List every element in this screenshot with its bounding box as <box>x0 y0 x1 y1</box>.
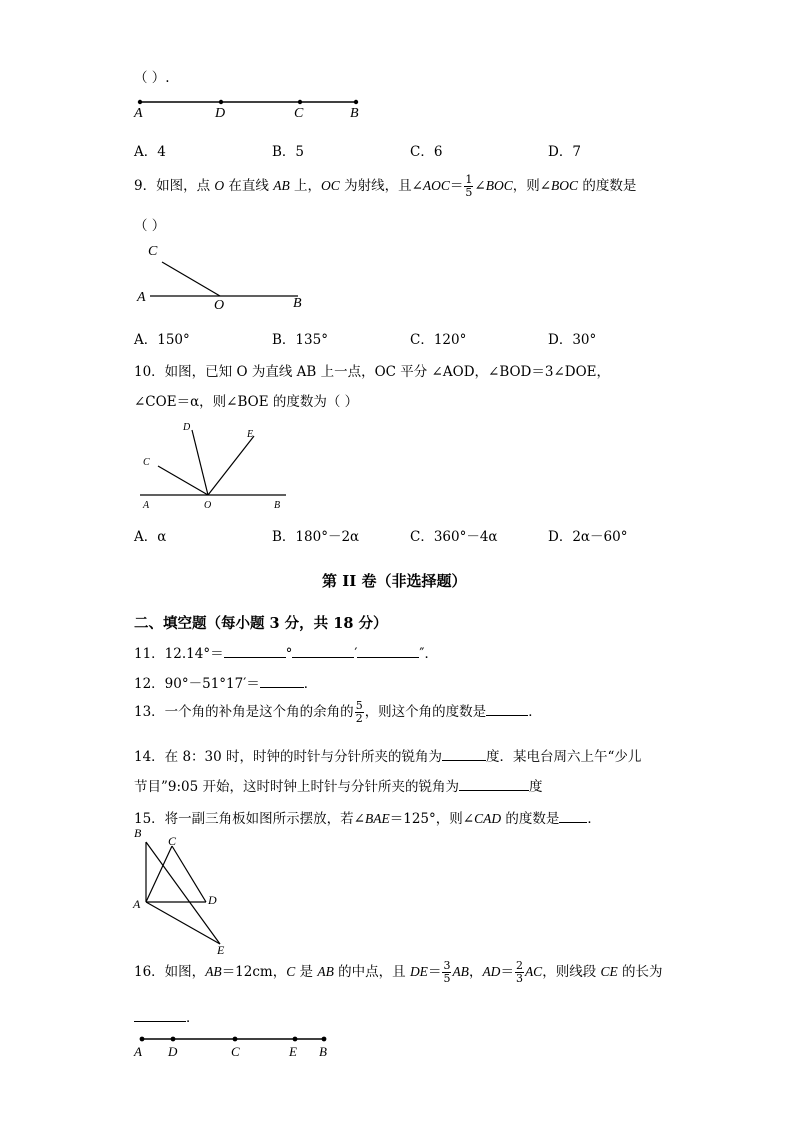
q15-stem: 15．将一副三角板如图所示摆放，若∠BAE＝125°，则∠CAD 的度数是 ． <box>134 811 601 827</box>
q15-triangle-figure <box>138 830 248 960</box>
q10-angle-figure <box>136 420 306 510</box>
q8-option-a: A．4 <box>134 144 166 160</box>
q10-stem-line2: ∠COE＝α，则∠BOE 的度数为（ ） <box>134 394 359 410</box>
point-b <box>322 1037 327 1042</box>
q10-option-a: A．α <box>134 529 167 545</box>
q8-option-c: C．6 <box>410 144 443 160</box>
ray-oc <box>162 262 220 296</box>
q8-option-b: B．5 <box>272 144 305 160</box>
side-ae <box>146 902 220 944</box>
q10-label-e: E <box>247 429 254 440</box>
q16-fraction-2: $\frac{2}{3}$ <box>515 959 523 985</box>
ray-od <box>192 430 208 495</box>
q8-label-a: A <box>134 106 143 121</box>
q16-fraction-1: $\frac{3}{5}$ <box>443 959 451 985</box>
q16-label-a: A <box>134 1044 142 1059</box>
q16-label-d: D <box>168 1044 178 1059</box>
q15-label-c: C <box>168 834 177 848</box>
point-a <box>140 1037 145 1042</box>
q9-label-o: O <box>214 298 225 313</box>
q9-label-c: C <box>148 244 158 259</box>
q12-blank[interactable] <box>260 675 304 688</box>
ray-oc <box>158 466 208 495</box>
q10-label-c: C <box>143 457 150 468</box>
q11-blank-seconds[interactable] <box>357 645 419 658</box>
q10-label-d: D <box>183 422 191 433</box>
q16-answer-line: ． <box>134 1006 200 1026</box>
q16-blank[interactable] <box>134 1009 186 1022</box>
q11: 11．12.14°＝ ° ′ ″． <box>134 646 438 662</box>
q10-option-d: D．2α－60° <box>548 529 628 545</box>
q14-line2: 节目”9:05 开始，这时时钟上时针与分针所夹的锐角为 度 <box>134 779 543 795</box>
q15-label-e: E <box>217 943 225 957</box>
point-e <box>293 1037 298 1042</box>
q10-label-a: A <box>143 500 150 511</box>
q11-blank-degrees[interactable] <box>224 645 286 658</box>
q15-blank[interactable] <box>559 810 587 823</box>
point-c <box>233 1037 238 1042</box>
q10-label-b: B <box>274 500 281 511</box>
q8-segment-figure <box>130 92 370 112</box>
side-ac <box>146 846 172 902</box>
q9-stem-line1: 9．如图，点 O 在直线 AB 上，OC 为射线，且∠AOC＝ $\frac{1}{5}$ ∠BOC，则∠BOC 的度数是 <box>134 173 637 199</box>
point-c <box>298 100 302 104</box>
point-b <box>354 100 358 104</box>
q16-label-e: E <box>289 1044 297 1059</box>
section-title: 第 II 卷（非选择题） <box>322 572 467 590</box>
q8-option-d: D．7 <box>548 144 581 160</box>
q10-option-c: C．360°－4α <box>410 529 498 545</box>
q14-blank-2[interactable] <box>459 778 529 791</box>
q8-label-d: D <box>215 106 226 121</box>
q8-label-c: C <box>294 106 304 121</box>
ray-oe <box>208 436 254 495</box>
q9-fraction: $\frac{1}{5}$ <box>465 173 473 199</box>
q9-angle-figure <box>140 248 340 328</box>
q9-option-b: B．135° <box>272 332 328 348</box>
q16-label-c: C <box>231 1044 240 1059</box>
q11-blank-minutes[interactable] <box>292 645 354 658</box>
q16-label-b: B <box>319 1044 327 1059</box>
q9-stem-line2: （ ） <box>134 218 166 234</box>
q15-label-d: D <box>208 893 217 907</box>
q9-label-b: B <box>293 296 302 311</box>
point-a <box>138 100 142 104</box>
q13: 13．一个角的补角是这个角的余角的 $\frac{5}{2}$ ，则这个角的度数是 ． <box>134 699 542 725</box>
q13-fraction: $\frac{5}{2}$ <box>355 699 363 725</box>
q16-stem: 16．如图，AB＝12cm，C 是 AB 的中点，且 DE＝ $\frac{3}{5}$ AB，AD＝ $\frac{2}{3}$ AC，则线段 CE 的长为 <box>134 959 663 985</box>
q13-blank[interactable] <box>486 703 528 716</box>
q9-option-a: A．150° <box>134 332 190 348</box>
q8-stem-tail: （ ）. <box>134 70 170 86</box>
q15-label-b: B <box>134 826 142 840</box>
q10-stem-line1: 10．如图，已知 O 为直线 AB 上一点，OC 平分 ∠AOD，∠BOD＝3∠DOE， <box>134 364 611 380</box>
q14-line1: 14．在 8：30 时，时钟的时针与分针所夹的锐角为 度．某电台周六上午“少儿 <box>134 749 642 765</box>
point-d <box>219 100 223 104</box>
q12: 12．90°－51°17′＝ ． <box>134 676 318 692</box>
q9-option-d: D．30° <box>548 332 597 348</box>
q10-label-o: O <box>204 500 212 511</box>
side-cd <box>172 846 206 902</box>
q10-option-b: B．180°－2α <box>272 529 360 545</box>
q14-blank-1[interactable] <box>442 748 486 761</box>
q9-label-a: A <box>137 290 146 305</box>
q15-label-a: A <box>133 897 141 911</box>
part2-title: 二、填空题（每小题 3 分，共 18 分） <box>134 615 388 632</box>
q9-option-c: C．120° <box>410 332 467 348</box>
point-d <box>171 1037 176 1042</box>
q8-label-b: B <box>350 106 359 121</box>
